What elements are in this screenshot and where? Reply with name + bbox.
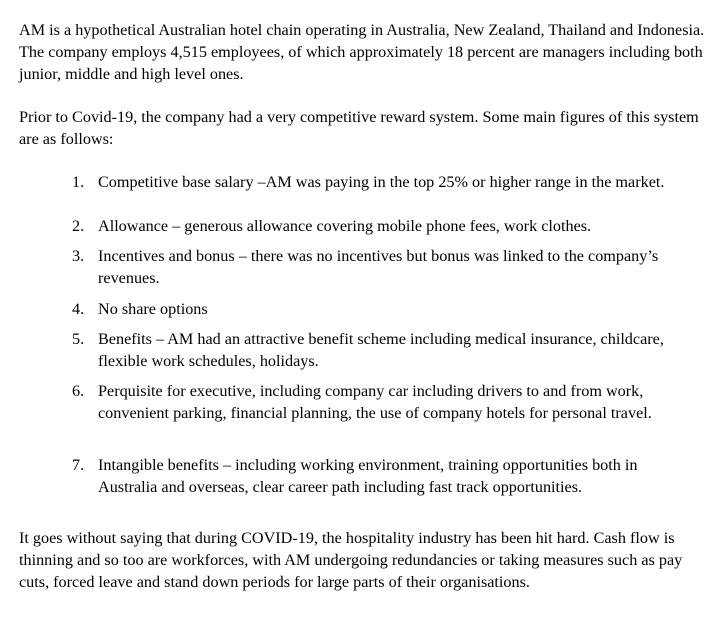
list-item-text: Competitive base salary –AM was paying in the top 25% or higher range in the market. (98, 173, 665, 191)
list-item-text: Perquisite for executive, including company car including drivers to and from work, convenient parking, financial planning, the use of company hotels for personal travel. (98, 382, 652, 422)
reward-system-list (0, 171, 728, 498)
intro-paragraph: AM is a hypothetical Australian hotel chain operating in Australia, New Zealand, Thailand and Indonesia. The company employs 4,515 employees, of which approximately 18 percent are managers including both junior, middle and high level ones. (19, 21, 705, 83)
list-item (0, 380, 728, 446)
list-item-number: 5. (72, 330, 85, 348)
list-item (0, 215, 728, 237)
list-item-number: 4. (72, 300, 85, 318)
list-item (0, 298, 728, 320)
list-item-text: Incentives and bonus – there was no incentives but bonus was linked to the company’s revenues. (98, 247, 659, 287)
list-item-text: Allowance – generous allowance covering mobile phone fees, work clothes. (98, 217, 592, 235)
list-item-number: 2. (72, 217, 85, 235)
list-item-text: Benefits – AM had an attractive benefit scheme including medical insurance, childcare, flexible work schedules, holidays. (98, 330, 664, 370)
list-item-number: 3. (72, 247, 85, 265)
list-item-text: Intangible benefits – including working environment, training opportunities both in Australia and overseas, clear career path including fast track opportunities. (98, 456, 638, 496)
list-item-number: 7. (72, 456, 85, 474)
list-item (0, 245, 728, 289)
list-item-number: 6. (72, 382, 85, 400)
closing-paragraph: It goes without saying that during COVID-19, the hospitality industry has been hit hard. Cash flow is thinning and so too are workforces, with AM undergoing redundancies or taking measures such as pay cuts, forced leave and stand down periods for large parts of their organisations. (19, 529, 683, 591)
list-item (0, 328, 728, 372)
list-item (0, 454, 728, 498)
prior-paragraph: Prior to Covid-19, the company had a very competitive reward system. Some main figures of this system are as follows: (19, 108, 699, 148)
list-item-text: No share options (98, 300, 208, 318)
list-item-number: 1. (72, 173, 85, 191)
list-item (0, 171, 728, 204)
